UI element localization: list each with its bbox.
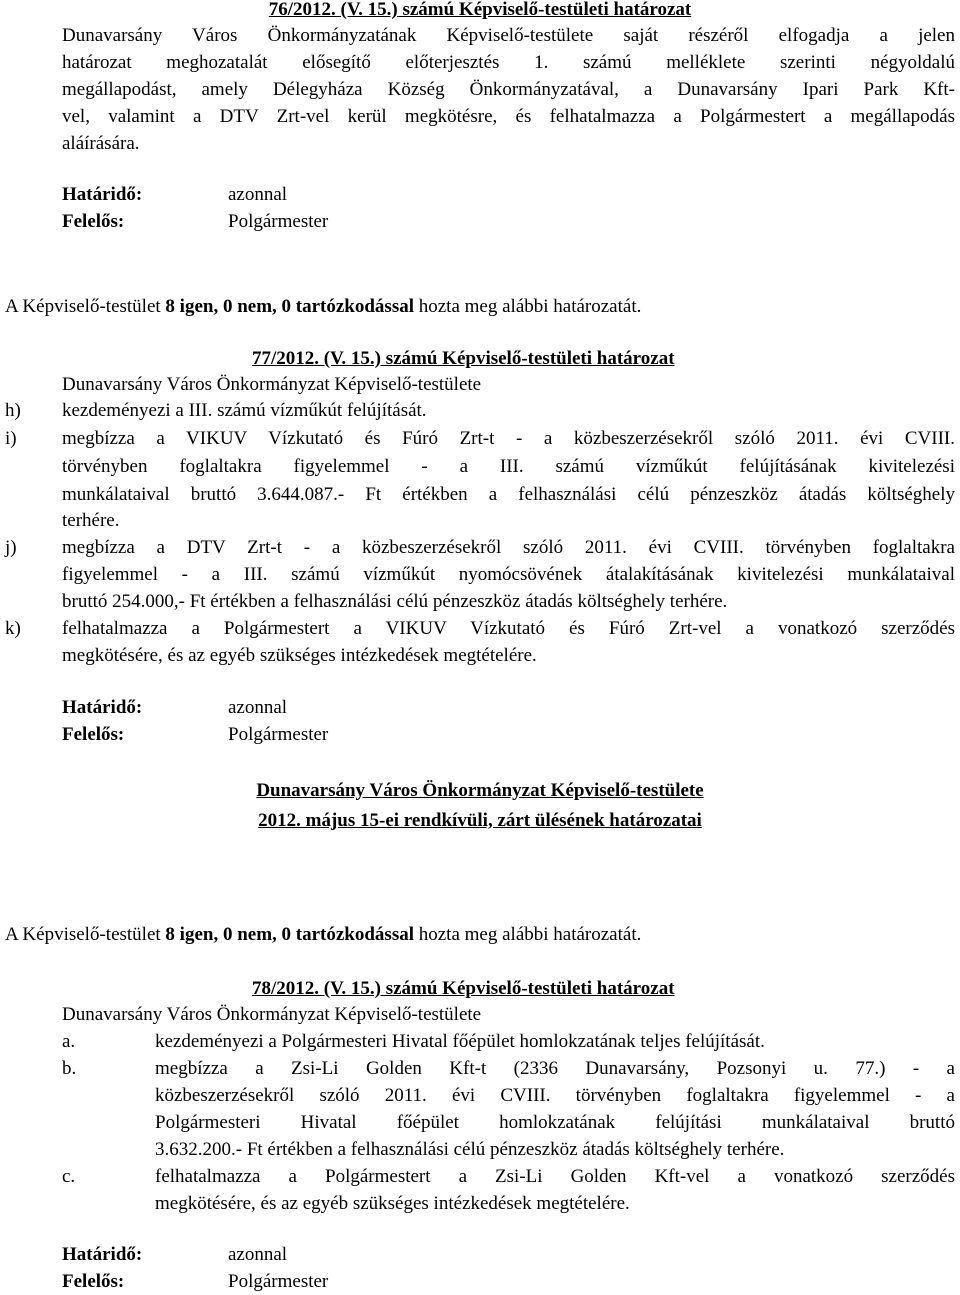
resolution-78-intro: Dunavarsány Város Önkormányzat Képviselő-testülete xyxy=(62,1004,482,1025)
item-line: terhére. xyxy=(62,510,120,531)
item-mark: b. xyxy=(62,1058,77,1079)
section-subtitle: 2012. május 15-ei rendkívüli, zárt ülésének határozatai xyxy=(258,810,702,831)
resolution-76-line: Dunavarsány Város Önkormányzatának Képviselő-testülete saját részéről elfogadja a jelen xyxy=(62,25,955,46)
resolution-76-line: vel, valamint a DTV Zrt-vel kerül megkötésre, és felhatalmazza a Polgármestert a megállapodás xyxy=(62,106,955,127)
item-line: megkötésére, és az egyéb szükséges intézkedések megtételére. xyxy=(62,645,537,666)
item-mark: h) xyxy=(5,400,21,421)
resolution-76-heading: 76/2012. (V. 15.) számú Képviselő-testületi határozat xyxy=(268,0,692,20)
resolution-78-heading: 78/2012. (V. 15.) számú Képviselő-testületi határozat xyxy=(252,978,675,999)
responsible-value: Polgármester xyxy=(228,724,329,745)
responsible-value: Polgármester xyxy=(228,1271,329,1292)
resolution-76-line: megállapodást, amely Délegyháza Község Önkormányzatával, a Dunavarsány Ipari Park Kft- xyxy=(62,79,955,100)
responsible-value: Polgármester xyxy=(228,211,329,232)
section-title: Dunavarsány Város Önkormányzat Képviselő-testülete xyxy=(256,780,704,801)
deadline-value: azonnal xyxy=(228,1244,288,1265)
item-line: munkálataival bruttó 3.644.087.- Ft értékben a felhasználási célú pénzeszköz átadás költséghely xyxy=(62,484,955,505)
item-line: Polgármesteri Hivatal főépület homlokzatának felújítási munkálataival bruttó xyxy=(155,1112,955,1133)
item-line: figyelemmel - a III. számú vízműkút nyomócsövének átalakításának kivitelezési munkálataival xyxy=(62,564,955,585)
resolution-76-line: aláírására. xyxy=(62,133,140,154)
vote-statement xyxy=(5,922,641,948)
item-line: kezdeményezi a III. számú vízműkút felújítását. xyxy=(62,400,427,421)
item-line: 3.632.200.- Ft értékben a felhasználási célú pénzeszköz átadás költséghely terhére. xyxy=(155,1139,785,1160)
responsible-label: Felelős: xyxy=(62,1271,125,1292)
item-line: megkötésére, és az egyéb szükséges intézkedések megtételére. xyxy=(155,1193,630,1214)
item-mark: c. xyxy=(62,1166,76,1187)
resolution-77-heading: 77/2012. (V. 15.) számú Képviselő-testületi határozat xyxy=(252,348,675,369)
vote-suffix: hozta meg alábbi határozatát. xyxy=(414,924,642,945)
vote-result: 8 igen, 0 nem, 0 tartózkodással xyxy=(165,924,414,945)
item-line: felhatalmazza a Polgármestert a Zsi-Li Golden Kft-vel a vonatkozó szerződés xyxy=(155,1166,955,1187)
responsible-label: Felelős: xyxy=(62,211,125,232)
item-line: közbeszerzésekről szóló 2011. évi CVIII. törvényben foglaltakra figyelemmel - a xyxy=(155,1085,955,1106)
deadline-label: Határidő: xyxy=(62,184,143,205)
item-line: felhatalmazza a Polgármestert a VIKUV Vízkutató és Fúró Zrt-vel a vonatkozó szerződés xyxy=(62,618,955,639)
item-line: törvényben foglaltakra figyelemmel - a III. számú vízműkút felújításának kivitelezési xyxy=(62,456,955,477)
deadline-label: Határidő: xyxy=(62,1244,143,1265)
resolution-77-intro: Dunavarsány Város Önkormányzat Képviselő-testülete xyxy=(62,374,482,395)
item-mark: k) xyxy=(5,618,21,639)
deadline-value: azonnal xyxy=(228,697,288,718)
resolution-76-line: határozat meghozatalát elősegítő előterjesztés 1. számú melléklete szerinti négyoldalú xyxy=(62,52,955,73)
responsible-label: Felelős: xyxy=(62,724,125,745)
vote-suffix: hozta meg alábbi határozatát. xyxy=(414,296,642,317)
vote-result: 8 igen, 0 nem, 0 tartózkodással xyxy=(165,296,414,317)
item-line: kezdeményezi a Polgármesteri Hivatal főépület homlokzatának teljes felújítását. xyxy=(155,1031,765,1052)
deadline-value: azonnal xyxy=(228,184,288,205)
item-line: megbízza a DTV Zrt-t - a közbeszerzésekről szóló 2011. évi CVIII. törvényben foglaltakra xyxy=(62,537,955,558)
deadline-label: Határidő: xyxy=(62,697,143,718)
item-line: megbízza a Zsi-Li Golden Kft-t (2336 Dunavarsány, Pozsonyi u. 77.) - a xyxy=(155,1058,955,1079)
vote-prefix: A Képviselő-testület xyxy=(5,296,166,317)
item-mark: a. xyxy=(62,1031,76,1052)
item-line: bruttó 254.000,- Ft értékben a felhasználási célú pénzeszköz átadás költséghely terhére. xyxy=(62,591,728,612)
vote-prefix: A Képviselő-testület xyxy=(5,924,166,945)
item-line: megbízza a VIKUV Vízkutató és Fúró Zrt-t - a közbeszerzésekről szóló 2011. évi CVIII. xyxy=(62,428,955,449)
vote-statement xyxy=(5,294,641,320)
item-mark: j) xyxy=(5,537,17,558)
item-mark: i) xyxy=(5,428,17,449)
